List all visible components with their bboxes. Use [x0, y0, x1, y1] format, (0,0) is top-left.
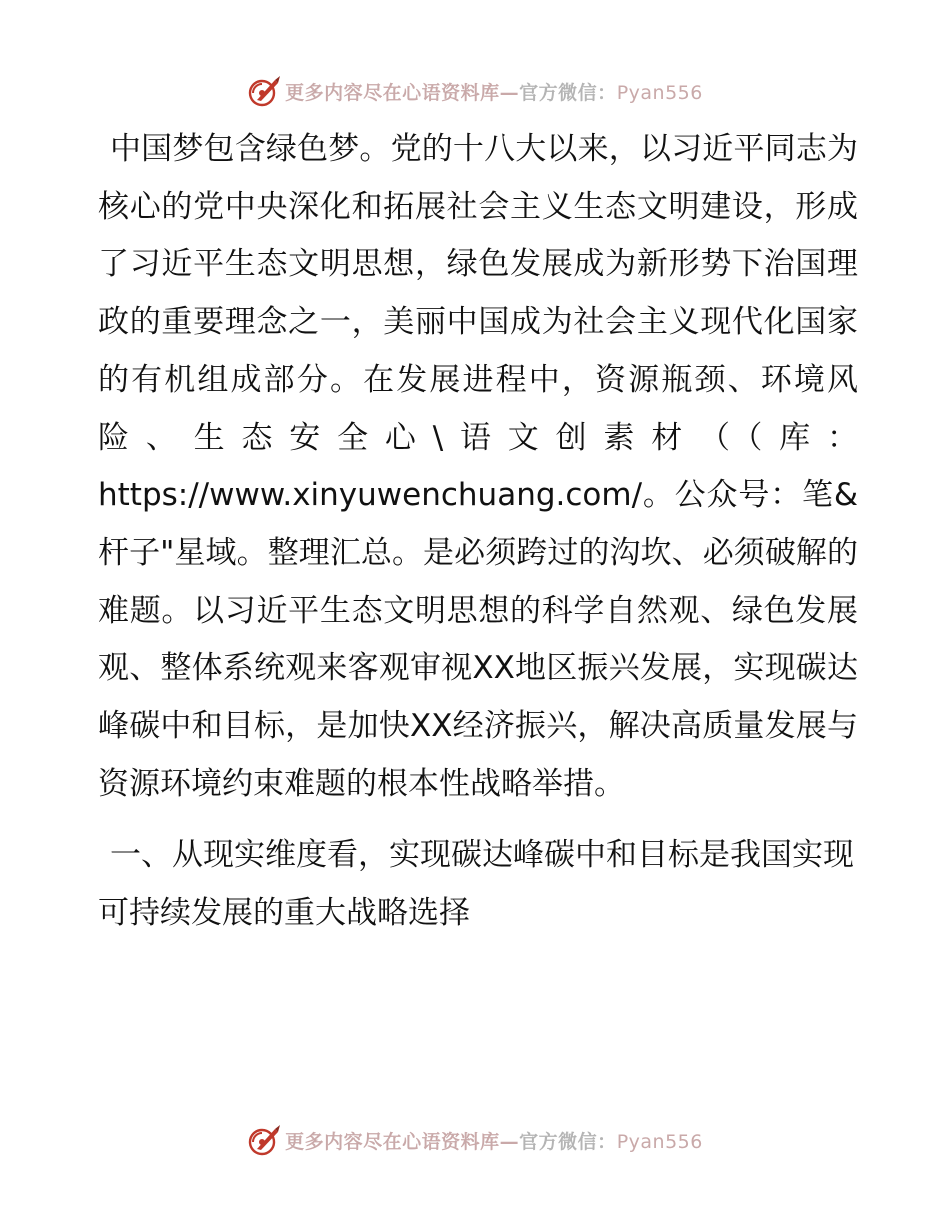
quill-logo-icon	[247, 1123, 281, 1157]
section-heading: 一、从现实维度看，实现碳达峰碳中和目标是我国实现可持续发展的重大战略选择	[98, 837, 854, 932]
banner-wechat-id: Pyan556	[616, 81, 703, 104]
quill-logo-icon	[247, 74, 281, 108]
banner-text	[285, 78, 703, 105]
banner-wechat-label: 官方微信：	[519, 1130, 617, 1153]
banner-wechat-id: Pyan556	[616, 1130, 703, 1153]
banner-wechat-label: 官方微信：	[519, 81, 617, 104]
banner-text	[285, 1127, 703, 1154]
header-banner	[0, 71, 950, 111]
document-body	[98, 121, 858, 943]
body-paragraph: 中国梦包含绿色梦。党的十八大以来，以习近平同志为核心的党中央深化和拓展社会主义生态文明建设，形成了习近平生态文明思想，绿色发展成为新形势下治国理政的重要理念之一，美丽中国成为社会主义现代化国家的有机组成部分。在发展进程中，资源瓶颈、环境风险、生态安全心\语文创素材（（库：https://www.xinyuwenchuang.com/。公众号：笔&杆子"星域。整理汇总。是必须跨过的沟坎、必须破解的难题。以习近平生态文明思想的科学自然观、绿色发展观、整体系统观来客观审视XX地区振兴发展，实现碳达峰碳中和目标，是加快XX经济振兴，解决高质量发展与资源环境约束难题的根本性战略举措。	[98, 131, 858, 802]
banner-brand: 更多内容尽在心语资料库	[285, 81, 500, 104]
banner-dash: —	[499, 81, 520, 104]
footer-banner	[0, 1120, 950, 1160]
banner-dash: —	[499, 1130, 520, 1153]
banner-brand: 更多内容尽在心语资料库	[285, 1130, 500, 1153]
